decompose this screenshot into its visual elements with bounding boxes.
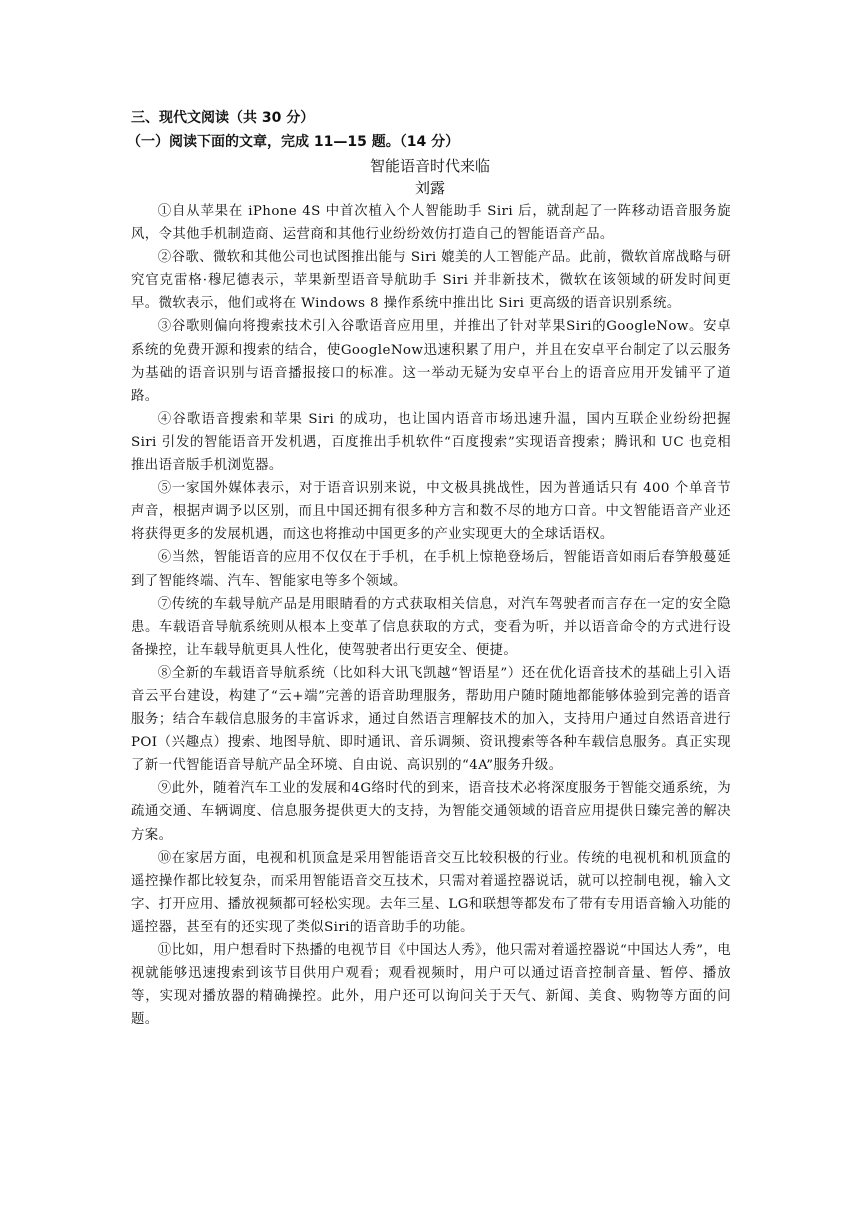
question-instruction: （一）阅读下面的文章，完成 11—15 题。（14 分）: [127, 134, 460, 150]
article-author: 刘露: [414, 179, 445, 197]
paragraph-6: ⑥当然，智能语音的应用不仅仅在于手机，在手机上惊艳登场后，智能语音如雨后春笋般蔓延到了智能终端、汽车、智能家电等多个领域。: [131, 550, 731, 589]
paragraph-10: ⑩在家居方面，电视和机顶盒是采用智能语音交互比较积极的行业。传统的电视机和机顶盒的遥控操作都比较复杂，而采用智能语音交互技术，只需对着遥控器说话，就可以控制电视，输入文字、打开应用、播放视频都可轻松实现。去年三星、LG和联想等都发布了带有专用语音输入功能的遥控器，甚至有的还实现了类似Siri的语音助手的功能。: [131, 850, 731, 935]
article-body: [131, 200, 731, 1031]
section-heading: 三、现代文阅读（共 30 分）: [131, 110, 315, 126]
paragraph-3: ③谷歌则偏向将搜索技术引入谷歌语音应用里，并推出了针对苹果Siri的GoogleNow。安卓系统的免费开源和搜索的结合，使GoogleNow迅速积累了用户，并且在安卓平台制定了以云服务为基础的语音识别与语音播报接口的标准。这一举动无疑为安卓平台上的语音应用开发铺平了道路。: [131, 319, 731, 404]
article-title: 智能语音时代来临: [369, 157, 490, 175]
paragraph-7: ⑦传统的车载导航产品是用眼睛看的方式获取相关信息，对汽车驾驶者而言存在一定的安全隐患。车载语音导航系统则从根本上变革了信息获取的方式，变看为听，并以语音命令的方式进行设备操控，让车载导航更具人性化，使驾驶者出行更安全、便捷。: [131, 596, 731, 658]
paragraph-2: ②谷歌、微软和其他公司也试图推出能与 Siri 媲美的人工智能产品。此前，微软首席战略与研究官克雷格·穆尼德表示，苹果新型语音导航助手 Siri 并非新技术，微软在该领域的研发时间更早。微软表示，他们或将在 Windows 8 操作系统中推出比 Siri 更高级的语音识别系统。: [131, 250, 731, 312]
paragraph-9: ⑨此外，随着汽车工业的发展和4G络时代的到来，语音技术必将深度服务于智能交通系统，为疏通交通、车辆调度、信息服务提供更大的支持，为智能交通领域的语音应用提供日臻完善的解决方案。: [131, 781, 731, 843]
paragraph-1: ①自从苹果在 iPhone 4S 中首次植入个人智能助手 Siri 后，就刮起了一阵移动语音服务旋风，令其他手机制造商、运营商和其他行业纷纷效仿打造自己的智能语音产品。: [131, 204, 731, 243]
paragraph-4: ④谷歌语音搜索和苹果 Siri 的成功，也让国内语音市场迅速升温，国内互联企业纷纷把握 Siri 引发的智能语音开发机遇，百度推出手机软件“百度搜索”实现语音搜索；腾讯和 UC 也竞相推出语音版手机浏览器。: [131, 411, 731, 474]
paragraph-5: ⑤一家国外媒体表示，对于语音识别来说，中文极具挑战性，因为普通话只有 400 个单音节声音，根据声调予以区别，而且中国还拥有很多种方言和数不尽的地方口音。中文智能语音产业还将获得更多的发展机遇，而这也将推动中国更多的产业实现更大的全球话语权。: [131, 481, 731, 543]
paragraph-11: ⑪比如，用户想看时下热播的电视节目《中国达人秀》，他只需对着遥控器说“中国达人秀”，电视就能够迅速搜索到该节目供用户观看；观看视频时，用户可以通过语音控制音量、暂停、播放等，实现对播放器的精确操控。此外，用户还可以询问关于天气、新闻、美食、购物等方面的问题。: [131, 943, 732, 1028]
paragraph-8: ⑧全新的车载语音导航系统（比如科大讯飞凯越“智语星”）还在优化语音技术的基础上引入语音云平台建设，构建了“云+端”完善的语音助理服务，帮助用户随时随地都能够体验到完善的语音服务；结合车载信息服务的丰富诉求，通过自然语言理解技术的加入，支持用户通过自然语音进行POI（兴趣点）搜索、地图导航、即时通讯、音乐调频、资讯搜索等各种车载信息服务。真正实现了新一代智能语音导航产品全环境、自由说、高识别的“4A”服务升级。: [131, 665, 731, 774]
